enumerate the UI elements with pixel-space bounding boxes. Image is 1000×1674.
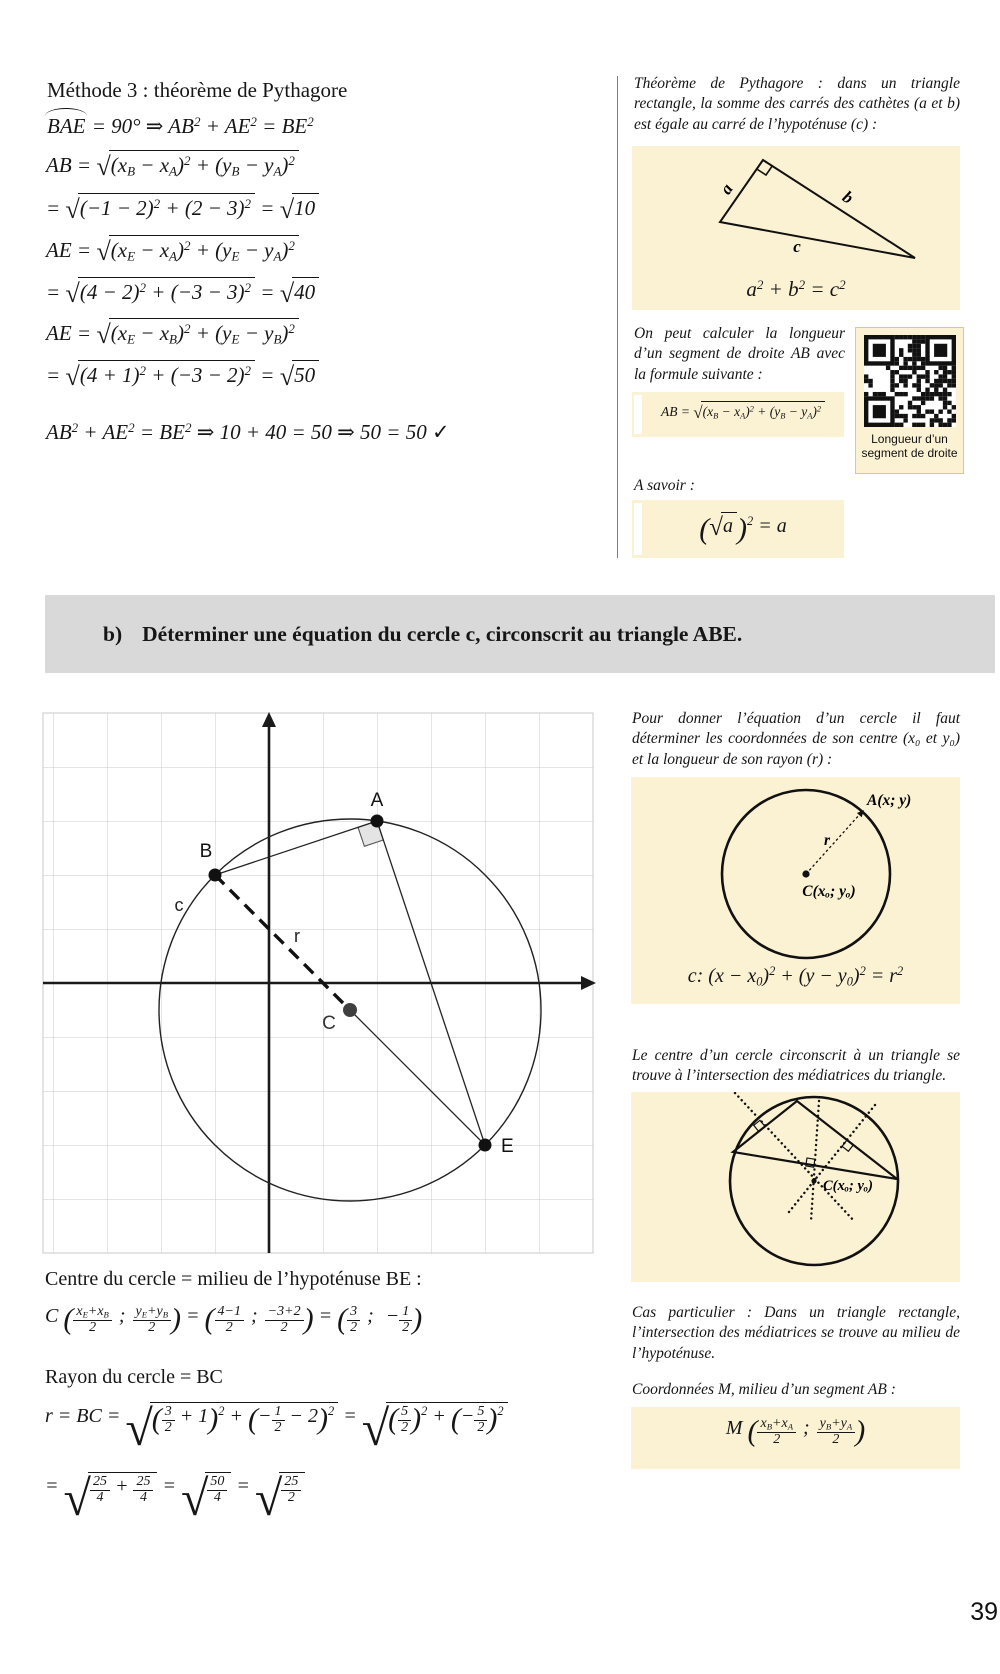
exercise-text: Déterminer une équation du cercle c, circonscrit au triangle ABE.	[142, 621, 743, 646]
mediatrice-figure	[631, 1092, 960, 1282]
circle-note: Pour donner l’équation d’un cercle il faut déterminer les coordonnées de son centre (x₀ et y₀) et la longueur de son rayon (r) :	[632, 710, 960, 768]
pythagore-figure-box	[632, 146, 960, 310]
mediatrice-note: Le centre d’un cercle circonscrit à un triangle se trouve à l’intersection des médiatrices du triangle.	[632, 1047, 960, 1085]
center-formula: C ( $\frac{x_E+x_B}{2}$ ; $\frac{y_E+y_B}{2}$ ) = ( $\frac{4-1}{2}$ ; $\frac{-3+2}{2}$ ) = ( $\frac{3}{2}$ ; − $\frac{1}{2}$ )	[45, 1302, 423, 1336]
circle-equation: c: $(x - x_0)^2 + (y - y_0)^2 = r^2$	[687, 964, 904, 989]
point-a	[371, 815, 384, 828]
coord-note: Coordonnées M, milieu d’un segment AB :	[632, 1381, 896, 1398]
right-triangle-figure	[632, 146, 960, 268]
radius-dashed	[806, 814, 860, 874]
circle-figure-box	[631, 777, 960, 1004]
math-line-1: BAE = 90° ⇒ $AB^2 + AE^2 = BE^2$	[47, 113, 314, 138]
math-line-6: AE = $√(x_E - x_B)^2 + (y_E - y_B)^2$	[46, 318, 299, 346]
label-circle-c: c	[174, 895, 184, 915]
qr-code	[864, 335, 956, 427]
radius-formula-2: = √ $\frac{25}{4}$ + $\frac{25}{4}$ = √ $\frac{50}{4}$ = √ $\frac{25}{2}$	[45, 1472, 305, 1505]
c-center-label: C(xₒ; yₒ)	[802, 883, 856, 900]
c-center-label: C(xₒ; yₒ)	[823, 1178, 873, 1194]
cas-note: Cas particulier : Dans un triangle rectangle, l’intersection des médiatrices se trouve au milieu de l’hypoténuse.	[632, 1304, 960, 1362]
center-title: Centre du cercle = milieu de l’hypoténuse BE :	[45, 1268, 422, 1290]
label-c-point: C	[322, 1013, 336, 1034]
page-number: 39	[970, 1598, 998, 1626]
asavoir-formula: (√a )$^2$ = a	[699, 512, 787, 546]
point-e	[479, 1139, 492, 1152]
math-line-8: $AB^2 + AE^2 = BE^2$ ⇒ 10 + 40 = 50 ⇒ 50 = 50 ✓	[46, 419, 450, 444]
mediatrice-figure-box	[631, 1092, 960, 1282]
segment-note: On peut calculer la longueur d’un segment de droite AB avec la formule suivante :	[634, 325, 845, 383]
radius-formula: r = BC = √( $\frac{3}{2}$ + 1)$^2$ + (− $\frac{1}{2}$ − 2)$^2$ = √( $\frac{5}{2}$ )$^2$ + (− $\frac{5}{2}$ )$^2$	[45, 1402, 508, 1435]
exercise-label: b)	[103, 621, 123, 646]
inscribed-triangle	[733, 1101, 897, 1179]
midpoint-formula-box	[631, 1407, 960, 1469]
asavoir-box	[632, 500, 844, 558]
math-line-4: AE = $√(x_E - x_A)^2 + (y_E - y_A)^2$	[46, 235, 299, 263]
math-line-5: = $√(4 - 2)^2 + (-3 - 3)^2 = √40$	[46, 277, 319, 305]
label-b: B	[199, 841, 213, 862]
asavoir-label: A savoir :	[634, 477, 695, 494]
a-point-label: A(x; y)	[867, 792, 912, 809]
point-b	[209, 869, 222, 882]
segment-formula-box	[632, 392, 844, 437]
point-c-center	[343, 1003, 357, 1017]
label-radius-r: r	[294, 926, 300, 946]
math-line-2: AB = $√(x_B - x_A)^2 + (y_B - y_A)^2$	[46, 150, 299, 178]
label-e: E	[501, 1136, 514, 1157]
pythagore-note: Théorème de Pythagore : dans un triangle rectangle, la somme des carrés des cathètes (a et b) est égale au carré de l’hypoténuse (c) :	[634, 75, 960, 133]
side-b-label: b	[839, 187, 857, 208]
circumcenter-dot	[811, 1178, 816, 1183]
side-c-label: c	[793, 237, 801, 256]
coordinate-graph	[40, 710, 596, 1256]
math-line-3: = $√(-1 - 2)^2 + (2 - 3)^2 = √10$	[46, 193, 319, 221]
label-a: A	[370, 790, 384, 811]
accent-bar	[634, 503, 642, 555]
accent-bar	[634, 395, 642, 434]
sidebar-divider	[617, 76, 618, 558]
pythagore-equation: $a^2 + b^2 = c^2$	[746, 276, 846, 301]
mediatrice-1	[735, 1093, 855, 1222]
math-line-7: = $√(4 + 1)^2 + (-3 - 2)^2 = √50$	[46, 360, 319, 388]
segment-formula: AB = $√(x_B - x_A)^2 + (y_B - y_A)^2$	[642, 401, 844, 420]
qr-caption-line1: Longueur d’un	[871, 432, 948, 446]
method3-title: Méthode 3 : théorème de Pythagore	[47, 78, 348, 102]
radius-title: Rayon du cercle = BC	[45, 1366, 223, 1388]
exercise-banner	[45, 595, 995, 673]
r-label: r	[823, 832, 831, 849]
side-a-label: a	[716, 180, 737, 198]
qr-box	[855, 327, 964, 474]
qr-caption-line2: segment de droite	[861, 446, 958, 461]
midpoint-formula: M ( $\frac{x_B+x_A}{2}$ ; $\frac{y_B+y_A}{2}$ )	[725, 1414, 866, 1448]
circle-figure	[631, 777, 960, 963]
